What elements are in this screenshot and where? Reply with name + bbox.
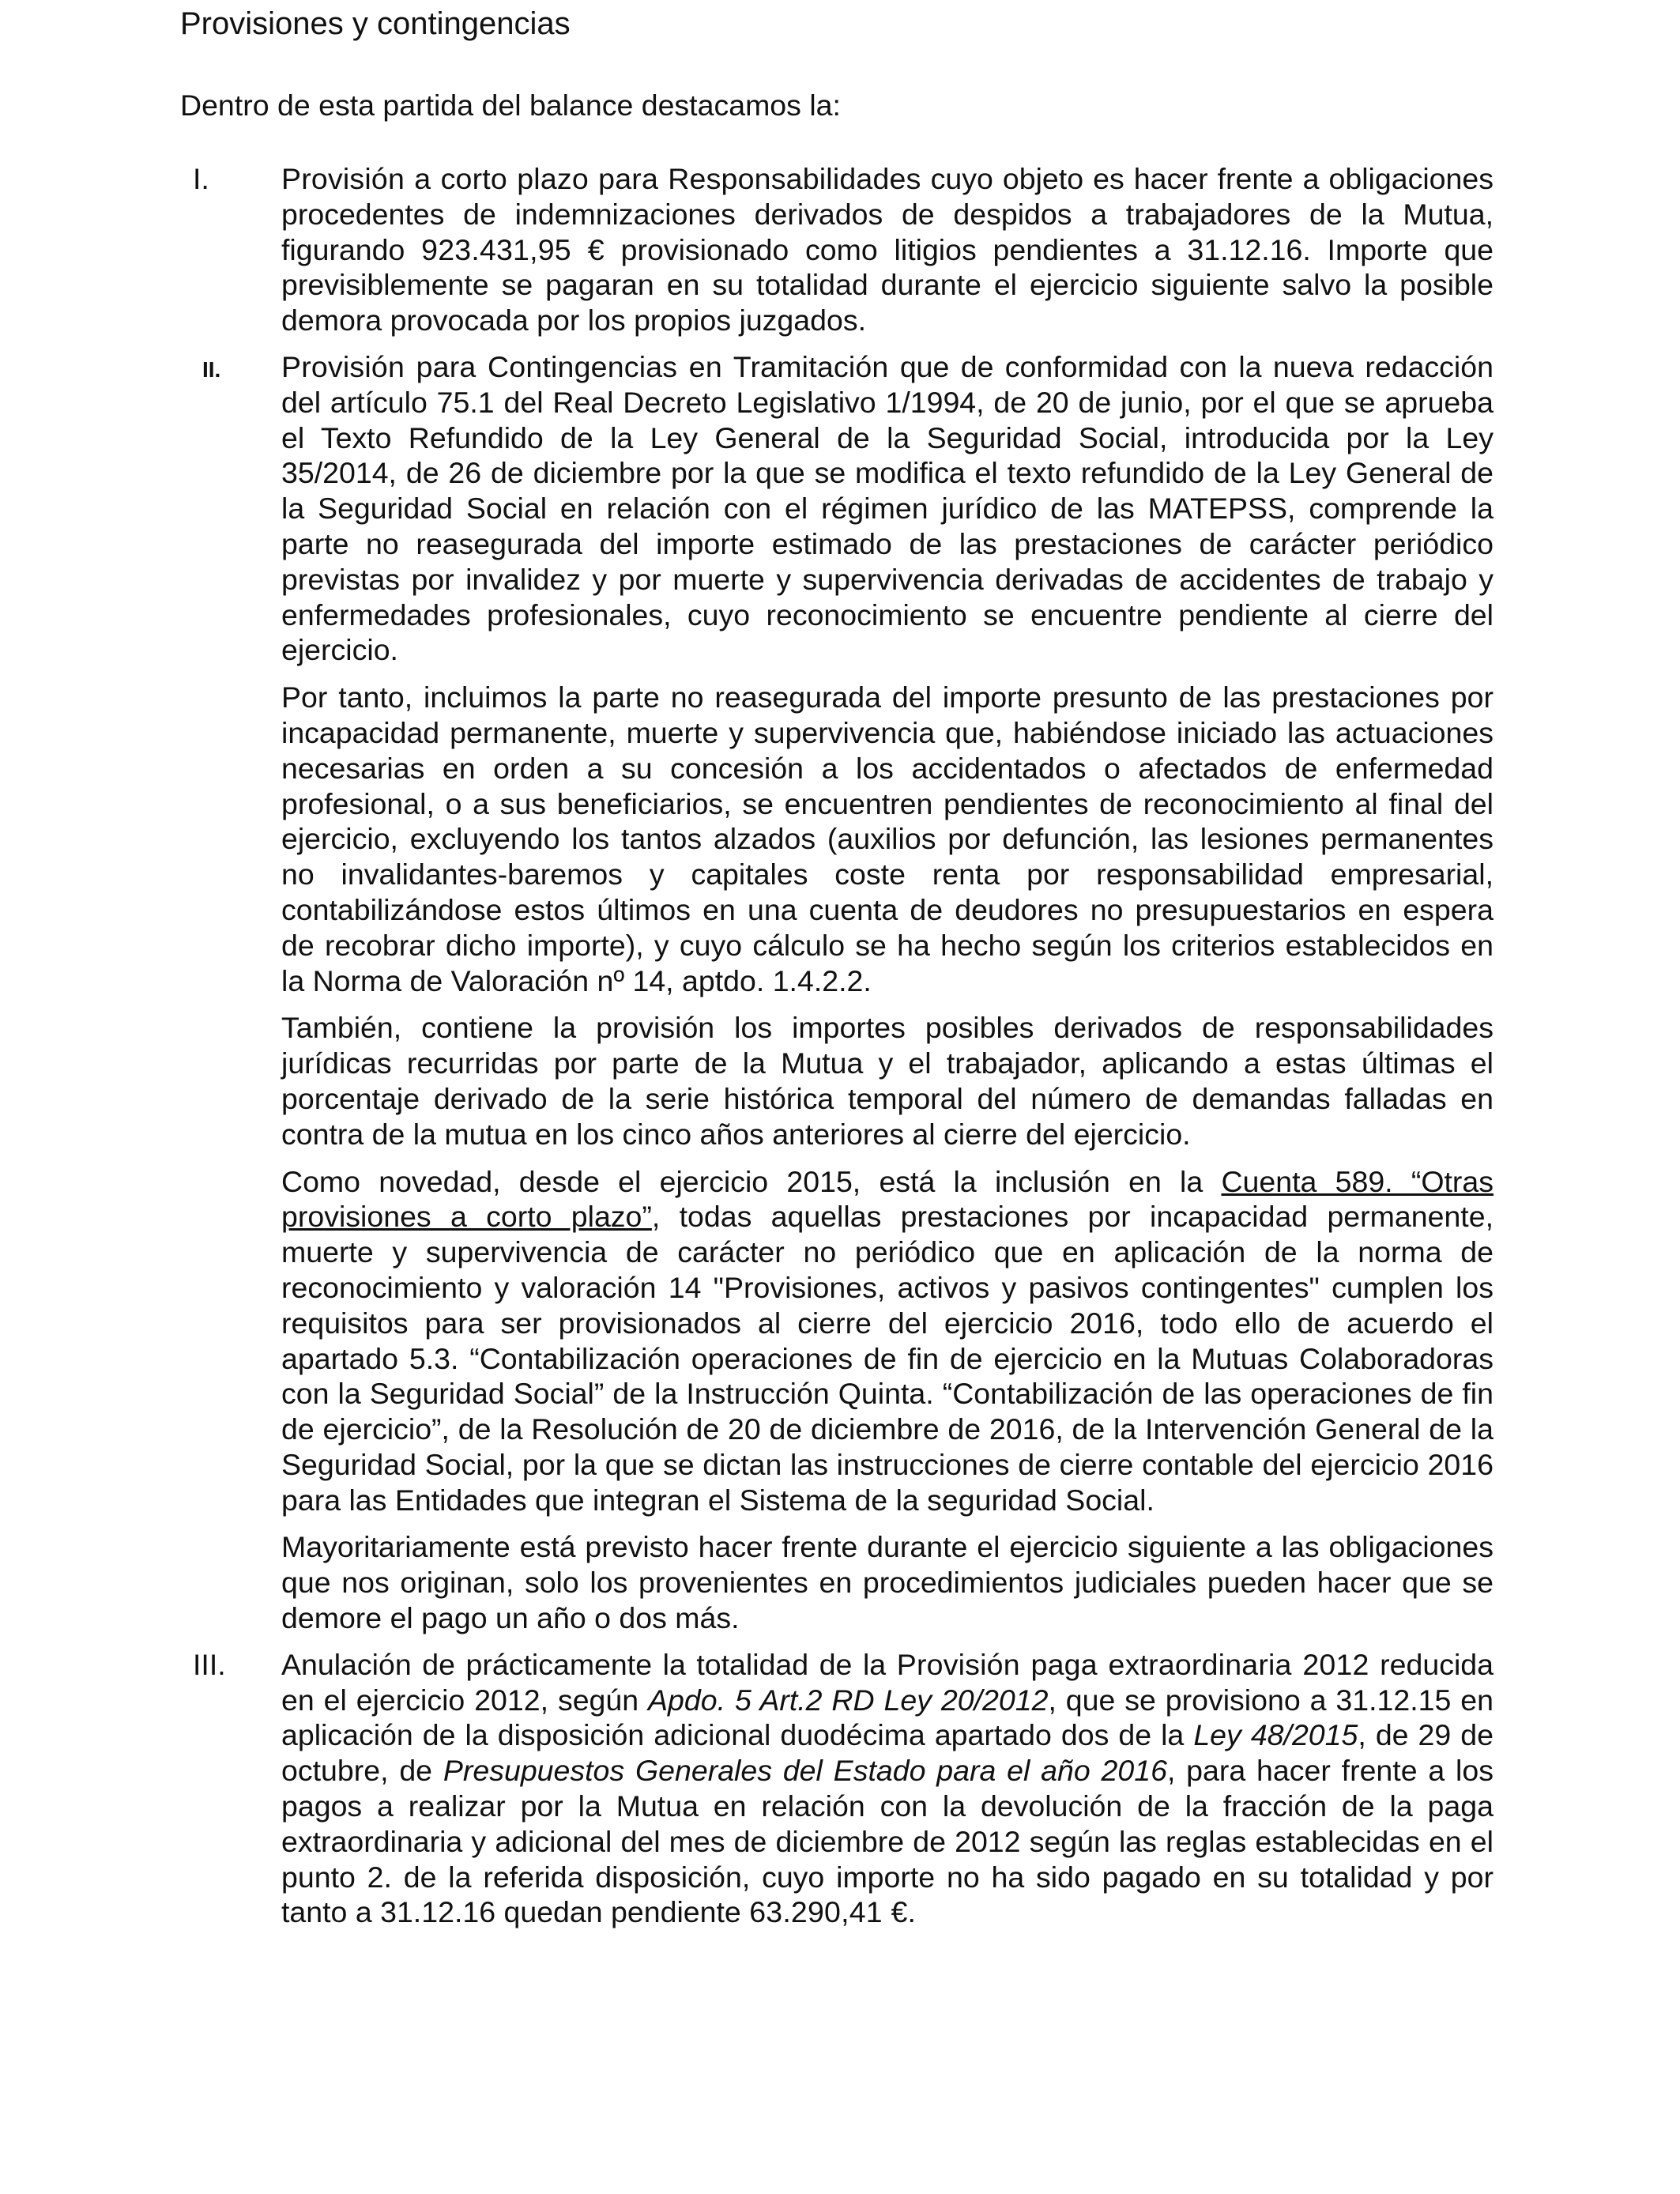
text-run: , de 29 de octubre, de <box>281 1718 1494 1788</box>
list-item-numeral: III. <box>193 1647 226 1681</box>
account-reference: Cuenta 589. “Otras provisiones a corto plazo” <box>281 1164 1494 1234</box>
provision-list <box>0 161 1680 1941</box>
text-run: provisionado como litigios pendientes a 31.12.16. Importe que previsiblemente se pagaran en su totalidad durante el ejercicio siguiente salvo la posible demora provocada por los propios juzgados. <box>281 232 1494 337</box>
text-run: También, contiene la provisión los importes posibles derivados de responsabilidades jurídicas recurridas por parte de la Mutua y el trabajador, aplicando a estas últimas el porcentaje derivado de la serie histórica temporal del número de demandas falladas en contra de la mutua en los cinco años anteriores al cierre del ejercicio. <box>281 1011 1494 1151</box>
list-item <box>0 161 1680 338</box>
emphasis-text: Provisión para Contingencias en Tramitación <box>281 349 889 383</box>
paragraph <box>281 1164 1494 1518</box>
list-item-body <box>281 349 1494 1636</box>
paragraph <box>281 1010 1494 1152</box>
text-run: Por tanto, incluimos la parte no reasegurada del importe presunto de las prestaciones por incapacidad permanente, muerte y supervivencia que, habiéndose iniciado las actuaciones necesarias en orden a su concesión a los accidentados o afectados de enfermedad profesional, o a sus beneficiarios, se encuentren pendientes de reconocimiento al final del ejercicio, excluyendo los tantos alzados (auxilios por defunción, las lesiones permanentes no invalidantes-baremos y capitales coste renta por responsabilidad empresarial, contabilizándose estos últimos en una cuenta de deudores no presupuestarios en espera de recobrar dicho importe), y cuyo cálculo se ha hecho según los criterios establecidos en la Norma de Valoración nº 14, aptdo. 1.4.2.2. <box>281 680 1494 997</box>
emphasis-text: Apdo. 5 Art.2 RD Ley 20/2012 <box>648 1683 1049 1717</box>
intro-paragraph: Dentro de esta partida del balance destacamos la: <box>180 89 841 122</box>
text-run: cuyo objeto es hacer frente a obligaciones procedentes de indemnizaciones derivados de despidos a trabajadores de la Mutua, figurando <box>281 162 1494 266</box>
paragraph <box>281 349 1494 668</box>
text-run: , que se provisiono a 31.12.15 en aplicación de la disposición adicional duodécima apartado dos de la <box>281 1683 1494 1752</box>
emphasis-text: Presupuestos Generales del Estado para el año 2016 <box>443 1754 1167 1788</box>
text-run: , todas aquellas prestaciones por incapacidad permanente, muerte y supervivencia de carácter no periódico que en aplicación de la norma de reconocimiento y valoración 14 "Provisiones, activos y pasivos contingentes" cumplen los requisitos para ser provisionados al cierre del ejercicio 2016, todo ello de acuerdo el apartado 5.3. “Contabilización operaciones de fin de ejercicio en la Mutuas Colaboradoras con la Seguridad Social” de la Instrucción Quinta. “Contabilización de las operaciones de fin de ejercicio”, de la Resolución de 20 de diciembre de 2016, de la Intervención General de la Seguridad Social, por la que se dictan las instrucciones de cierre contable del ejercicio 2016 para las Entidades que integran el Sistema de la seguridad Social. <box>281 1200 1494 1517</box>
paragraph <box>281 680 1494 998</box>
text-run: , para hacer frente a los pagos a realizar por la Mutua en relación con la devolución de la fracción de la paga extraordinaria y adicional del mes de diciembre de 2012 según las reglas establecidas en el punto 2. de la referida disposición, cuyo importe no ha sido pagado en su totalidad y por tanto a 31.12.16 quedan pendiente <box>281 1754 1494 1929</box>
emphasis-text: 63.290,41 € <box>749 1895 908 1929</box>
paragraph <box>281 161 1494 338</box>
list-item <box>0 1647 1680 1930</box>
list-item-numeral: I. <box>193 162 209 195</box>
text-run: Como novedad, desde el ejercicio 2015, está la inclusión en la <box>281 1164 1222 1198</box>
text-run: . <box>907 1895 916 1929</box>
text-run: reducida en el ejercicio 2012, según <box>281 1647 1494 1717</box>
text-run: Mayoritariamente está previsto hacer frente durante el ejercicio siguiente a las obligaciones que nos originan, solo los provenientes en procedimientos judiciales pueden hacer que se demore el pago un año o dos más. <box>281 1530 1494 1635</box>
text-run: que de conformidad con la nueva redacción del artículo 75.1 del Real Decreto Legislativo 1/1994, de 20 de junio, por el que se aprueba el Texto Refundido de la Ley General de la Seguridad Social, introducida por la Ley 35/2014, de 26 de diciembre por la que se modifica el texto refundido de la Ley General de la Seguridad Social en relación con el régimen jurídico de las MATEPSS, comprende la parte no reasegurada del importe estimado de las prestaciones de carácter periódico previstas por invalidez y por muerte y supervivencia derivadas de accidentes de trabajo y enfermedades profesionales, cuyo reconocimiento se encuentre pendiente al cierre del ejercicio. <box>281 349 1494 667</box>
emphasis-text: 923.431,95 € <box>421 232 605 266</box>
list-item <box>0 349 1680 1636</box>
emphasis-text: Ley 48/2015 <box>1193 1718 1358 1752</box>
paragraph <box>281 1647 1494 1930</box>
list-item-numeral: II. <box>202 356 221 382</box>
text-run: Anulación de prácticamente la totalidad de la <box>281 1647 897 1681</box>
list-item-body <box>281 161 1494 338</box>
list-item-body <box>281 1647 1494 1930</box>
emphasis-text: Provisión paga extraordinaria 2012 <box>896 1647 1369 1681</box>
section-heading: Provisiones y contingencias <box>180 6 571 41</box>
paragraph <box>281 1529 1494 1635</box>
emphasis-text: Provisión a corto plazo para Responsabilidades <box>281 162 921 195</box>
